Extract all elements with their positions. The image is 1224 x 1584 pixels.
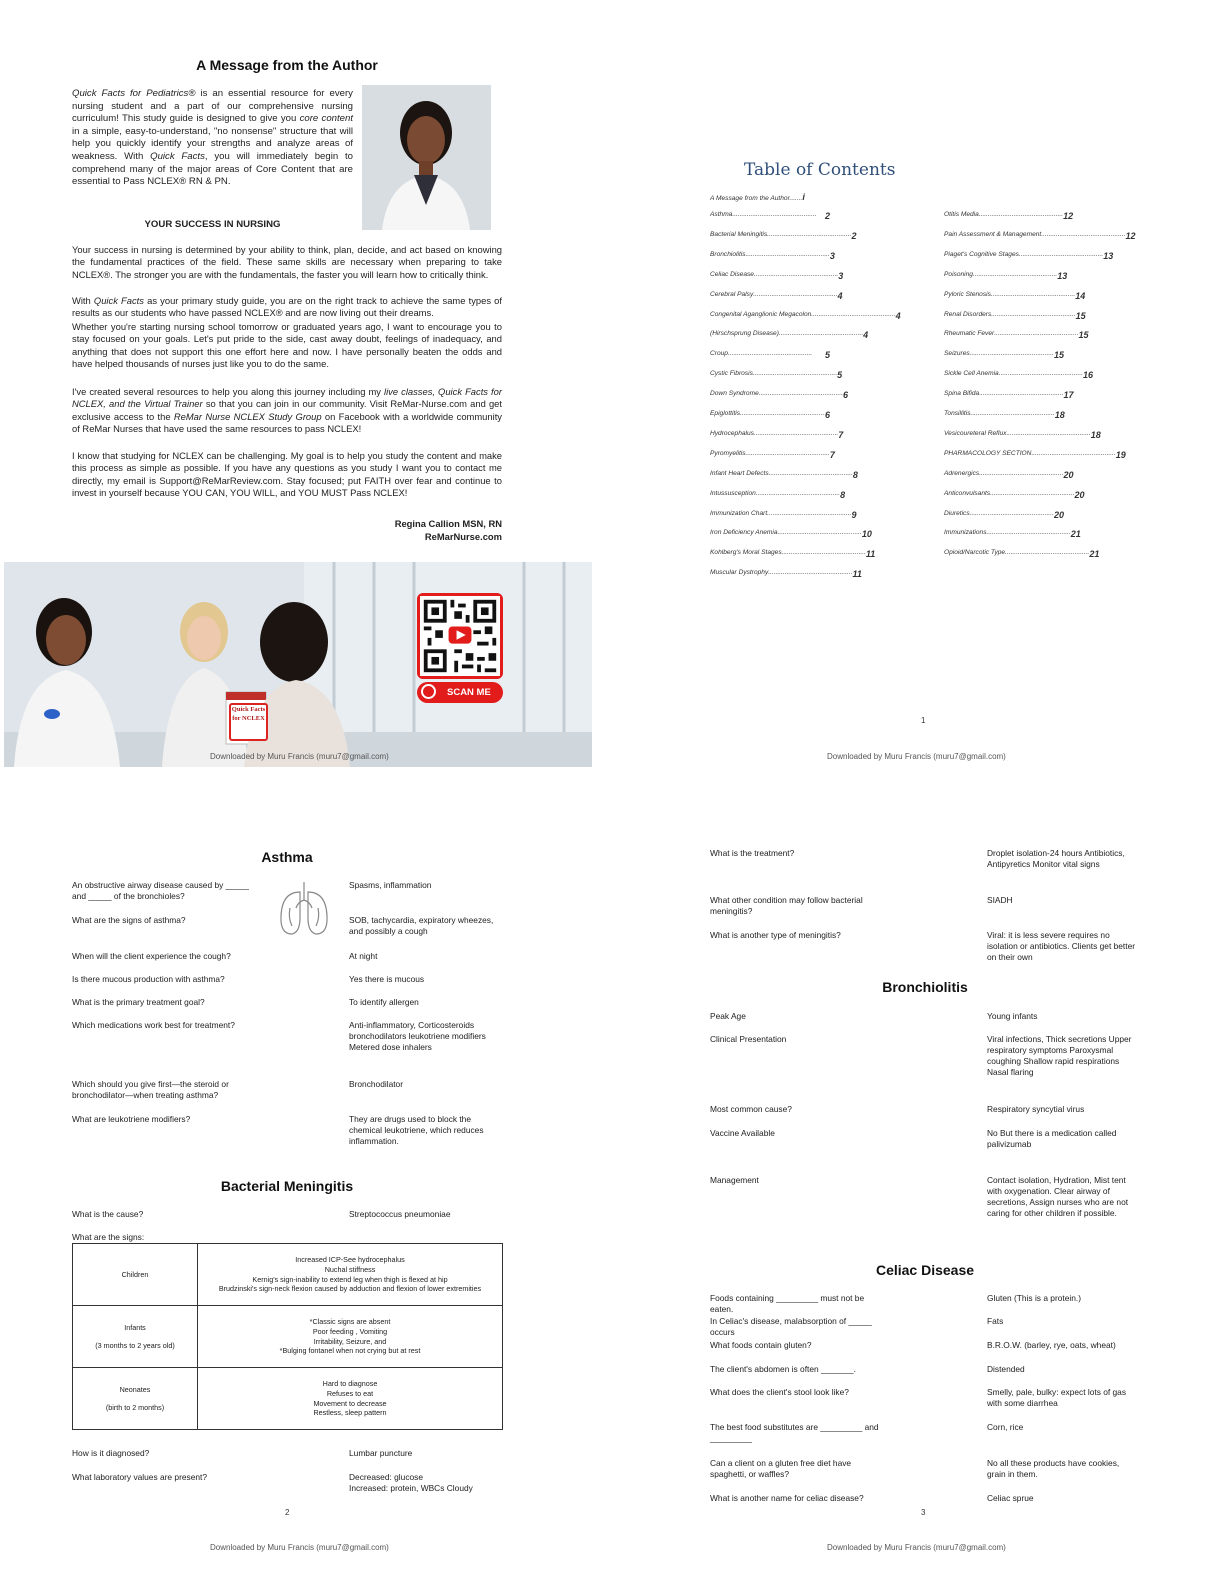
signs-group xyxy=(73,1244,198,1306)
qa-question: What foods contain gluten? xyxy=(710,1340,812,1350)
toc-label: Poisoning xyxy=(944,270,973,278)
toc-page: 9 xyxy=(851,509,857,520)
toc-page: 6 xyxy=(843,390,849,401)
toc-label: Cerebral Palsy xyxy=(710,290,754,298)
toc-page: 20 xyxy=(1074,489,1085,500)
toc-entry[interactable] xyxy=(944,310,1086,321)
toc-page: 10 xyxy=(861,529,872,540)
page-title: A Message from the Author xyxy=(196,57,378,73)
page-number: 1 xyxy=(921,716,926,725)
toc-dots: .............................................. xyxy=(1018,250,1104,258)
toc-dots: .............................................. xyxy=(755,489,841,497)
toc-label: Piaget's Cognitive Stages xyxy=(944,250,1019,258)
toc-entry[interactable] xyxy=(944,370,1094,381)
toc-entry[interactable] xyxy=(944,429,1101,440)
toc-dots: .............................................. xyxy=(745,250,830,258)
para4-italic-2: ReMar Nurse NCLEX Study Group xyxy=(173,410,322,422)
toc-page: 4 xyxy=(863,330,869,341)
signs-group-label: Children xyxy=(121,1269,149,1279)
toc-page: 21 xyxy=(1089,549,1100,560)
toc-label: Otitis Media xyxy=(944,211,979,218)
toc-dots: .............................................. xyxy=(978,211,1064,218)
toc-entry[interactable] xyxy=(710,569,862,580)
toc-label: Sickle Cell Anemia xyxy=(944,370,999,378)
toc-dots: .............................................. xyxy=(969,350,1054,358)
toc-page: 2 xyxy=(851,230,857,241)
qa-question: Which medications work best for treatment? xyxy=(72,1020,235,1030)
signs-cell xyxy=(198,1306,503,1368)
signs-line: Movement to decrease xyxy=(313,1398,387,1408)
para4-text-c: on Facebook with a worldwide community of ReMar Nurses that have used the same resources to pass NCLEX! xyxy=(72,410,502,435)
toc-label: Immunization Chart xyxy=(710,509,768,517)
signature-site: ReMarNurse.com xyxy=(424,531,502,542)
qa-answer: Bronchodilator xyxy=(349,1079,404,1089)
toc-page: 6 xyxy=(824,410,830,420)
toc-entry[interactable] xyxy=(944,270,1068,281)
toc-dots: .............................................. xyxy=(778,330,864,338)
signs-line: Brudzinski's sign-neck flexion caused by adduction and flexion of lower extremities xyxy=(218,1284,482,1294)
qa-answer: No But there is a medication called palivizumab xyxy=(987,1128,1117,1149)
banner-photo xyxy=(4,562,592,767)
qa-question: What other condition may follow bacterial meningitis? xyxy=(710,895,863,916)
toc-entry[interactable] xyxy=(710,529,872,540)
toc-entry[interactable] xyxy=(944,510,1064,520)
toc-page: 13 xyxy=(1103,250,1114,261)
qa-answer: Smelly, pale, bulky: expect lots of gas with some diarrhea xyxy=(987,1387,1127,1408)
table-row xyxy=(73,1306,503,1368)
qa-question: What are the signs of asthma? xyxy=(72,915,186,925)
toc-page: 7 xyxy=(838,429,844,440)
qa-answer: SIADH xyxy=(987,895,1013,905)
signs-line: Increased ICP-See hydrocephalus xyxy=(295,1255,405,1265)
signs-cell xyxy=(198,1368,503,1430)
section-heading: YOUR SUCCESS IN NURSING xyxy=(144,219,281,230)
toc-label: Anticonvulsants xyxy=(944,489,991,497)
qa-question: In Celiac's disease, malabsorption of _____ occurs xyxy=(710,1316,872,1337)
bronchiolitis-title: Bronchiolitis xyxy=(882,979,968,995)
paragraph-3: Whether you're starting nursing school tomorrow or graduated years ago, I want to encourage you to stay focused on your goals. Let's put pride to the side, cast away doubt, feelings of inadequacy, and anything that does not support this one effort here and now. I have personally beaten the odds and have helped thousands of nurses just like you to do the same. xyxy=(72,321,502,370)
toc-dots: .............................................. xyxy=(767,509,852,517)
qa-question: Management xyxy=(710,1175,759,1185)
toc-dots: .............................................. xyxy=(727,350,813,358)
toc-page: 18 xyxy=(1054,410,1065,420)
toc-entry[interactable] xyxy=(710,192,805,202)
toc-dots: .............................................. xyxy=(811,310,896,318)
toc-label: Pain Assessment & Management xyxy=(944,230,1042,238)
toc-dots: .............................................. xyxy=(753,270,839,278)
qa-question: The best food substitutes are _________ and _________ xyxy=(710,1422,879,1443)
qa-answer: At night xyxy=(349,951,378,961)
intro-text-3: , you will immediately begin to comprehend many of the major areas of Core Content that are essential to Pass NCLEX® RN & PN. xyxy=(72,150,353,188)
qa-question: Which should you give first—the steroid or bronchodilator—when treating asthma? xyxy=(72,1079,229,1100)
toc-dots: .............................................. xyxy=(979,390,1064,398)
qa-answer: No all these products have cookies, grain in them. xyxy=(987,1458,1120,1479)
toc-label: Diuretics xyxy=(944,509,970,517)
toc-entry[interactable] xyxy=(710,350,830,360)
qa-answer: Corn, rice xyxy=(987,1422,1024,1432)
scan-me-label: SCAN ME xyxy=(447,687,491,698)
signs-line: Poor feeding , Vomiting xyxy=(312,1326,388,1336)
intro-core: core content xyxy=(299,113,353,125)
signs-group-label: Infants xyxy=(124,1322,146,1332)
toc-label: Opioid/Narcotic Type xyxy=(944,549,1006,557)
toc-page: 20 xyxy=(1053,509,1064,520)
toc-dots: .............................................. xyxy=(991,310,1076,318)
qa-question: Foods containing _________ must not be eaten. xyxy=(710,1293,865,1314)
bm-title: Bacterial Meningitis xyxy=(220,1178,354,1194)
para2-text: With xyxy=(72,295,94,306)
page-number: 3 xyxy=(921,1508,926,1517)
qa-question: What laboratory values are present? xyxy=(72,1472,208,1482)
toc-entry[interactable] xyxy=(710,310,901,321)
toc-label: Bronchiolitis xyxy=(710,250,746,258)
signs-group-sub: (3 months to 2 years old) xyxy=(95,1340,175,1350)
toc-label: Bacterial Meningitis xyxy=(710,230,768,238)
para2-italic: Quick Facts xyxy=(93,295,144,306)
toc-page: 16 xyxy=(1083,370,1094,381)
toc-page: 18 xyxy=(1090,429,1101,440)
toc-entry[interactable] xyxy=(944,350,1064,360)
paragraph-5: I know that studying for NCLEX can be challenging. My goal is to help you study the content and make this process as simple as possible. If you have any questions as you study I want you to contact me directly, my email is Support@ReMarReview.com. Stay focused; put FAITH over fear and continue to invest in yourself because YOU CAN, YOU WILL, and YOU MUST Pass NCLEX! xyxy=(72,450,502,499)
toc-label: Down Syndrome xyxy=(710,390,759,398)
toc-entry[interactable] xyxy=(710,429,844,440)
qa-question: How is it diagnosed? xyxy=(72,1448,150,1458)
toc-entry[interactable] xyxy=(944,529,1081,540)
toc-dots: .............................................. xyxy=(994,330,1079,338)
toc-label: Intussusception xyxy=(710,489,756,497)
toc-entry[interactable] xyxy=(944,410,1064,420)
toc-dots: .............................................. xyxy=(998,370,1084,378)
toc-page: 12 xyxy=(1125,230,1136,241)
qa-question: What is the primary treatment goal? xyxy=(72,997,205,1007)
toc-dots: .............................................. xyxy=(767,230,852,238)
toc-dots: .............................................. xyxy=(979,469,1064,477)
scan-me-button[interactable] xyxy=(417,682,503,703)
qa-question: What is another type of meningitis? xyxy=(710,930,841,940)
toc-entry[interactable] xyxy=(944,390,1074,401)
toc-page: 5 xyxy=(837,370,843,381)
toc-dots: .............................................. xyxy=(1006,429,1091,437)
toc-page: 20 xyxy=(1063,469,1074,480)
toc-entry[interactable] xyxy=(710,390,849,401)
qa-answer: Respiratory syncytial virus xyxy=(987,1104,1085,1114)
qa-question: What are the signs: xyxy=(72,1232,145,1242)
qa-question: When will the client experience the cough? xyxy=(72,951,231,961)
toc-page: 8 xyxy=(852,469,858,480)
qa-answer: To identify allergen xyxy=(349,997,419,1007)
toc-page: 4 xyxy=(895,310,901,321)
signature-name: Regina Callion MSN, RN xyxy=(394,518,502,529)
table-row xyxy=(73,1244,503,1306)
toc-label: Vesicoureteral Reflux xyxy=(944,429,1007,437)
para4-italic: live classes, Quick Facts for NCLEX, and the Virtual Trainer xyxy=(72,386,502,410)
toc-entry[interactable] xyxy=(710,290,843,301)
intro-text-2: in a simple, easy-to-understand, "no nonsense" structure that will help you quickly identify your strengths and analyze areas of weakness. With xyxy=(72,125,353,162)
signs-group-sub: (birth to 2 months) xyxy=(105,1402,165,1412)
toc-entry[interactable] xyxy=(710,330,869,341)
signs-line: Restless, sleep pattern xyxy=(313,1408,387,1418)
signs-group xyxy=(73,1368,198,1430)
toc-label: Iron Deficiency Anemia xyxy=(710,529,778,537)
toc-page: 7 xyxy=(829,449,835,460)
qa-question: Vaccine Available xyxy=(710,1128,775,1138)
toc-page: 3 xyxy=(829,250,835,261)
toc-entry[interactable] xyxy=(944,290,1086,301)
author-portrait xyxy=(362,85,491,230)
toc-label: Seizures xyxy=(944,350,970,358)
toc-page: 11 xyxy=(852,569,862,580)
para4-text: I've created several resources to help you along this journey including my xyxy=(72,386,385,397)
page-number: 2 xyxy=(285,1508,290,1517)
toc-dots: .............................................. xyxy=(753,290,838,298)
qa-answer: Streptococcus pneumoniae xyxy=(349,1209,451,1219)
toc-page: 15 xyxy=(1078,330,1089,341)
toc-label: Pyromyelitis xyxy=(710,449,746,457)
toc-page: 12 xyxy=(1063,211,1074,221)
toc-page: 4 xyxy=(837,290,843,301)
lab-answer-line: Decreased: glucose xyxy=(349,1472,424,1482)
toc-dots: .............................................. xyxy=(777,529,862,537)
toc-entry[interactable] xyxy=(710,489,846,500)
qa-question: An obstructive airway disease caused by _____ and _____ of the bronchioles? xyxy=(72,880,249,901)
qa-question: Can a client on a gluten free diet have spaghetti, or waffles? xyxy=(710,1458,852,1479)
toc-label: Pyloric Stenosis xyxy=(944,290,991,298)
signs-line: Hard to diagnose xyxy=(322,1379,378,1389)
toc-page: 21 xyxy=(1070,529,1081,540)
signs-table xyxy=(72,1243,503,1430)
toc-entry[interactable] xyxy=(944,230,1136,241)
signs-group xyxy=(73,1306,198,1368)
intro-qf: Quick Facts xyxy=(150,150,205,162)
toc-page: 2 xyxy=(824,211,830,221)
qa-answer: Viral infections, Thick secretions Upper respiratory symptoms Paroxysmal coughing Shallow rapid respirations Nasal flaring xyxy=(987,1034,1132,1077)
toc-label: (Hirschsprung Disease) xyxy=(710,330,779,338)
book-cover xyxy=(229,703,268,741)
toc-title: Table of Contents xyxy=(744,160,896,180)
toc-entry[interactable] xyxy=(710,509,857,520)
toc-dots: .............................................. xyxy=(781,549,866,557)
signs-line: *Bulging fontanel when not crying but at rest xyxy=(279,1346,421,1356)
toc-dots: .............................................. xyxy=(768,469,853,477)
toc-entry[interactable] xyxy=(710,211,830,221)
toc-page: 14 xyxy=(1075,290,1086,301)
toc-entry[interactable] xyxy=(944,469,1074,480)
toc-page: 5 xyxy=(824,350,830,361)
toc-dots: .............................................. xyxy=(990,489,1075,497)
signs-cell xyxy=(198,1244,503,1306)
toc-dots: .............................................. xyxy=(740,410,825,417)
toc-dots: .............................................. xyxy=(1041,230,1126,238)
celiac-title: Celiac Disease xyxy=(875,1262,975,1278)
signs-line: Kernig's sign-inability to extend leg when thigh is flexed at hip xyxy=(252,1274,448,1284)
toc-entry[interactable] xyxy=(710,370,843,381)
toc-label: PHARMACOLOGY SECTION xyxy=(944,449,1032,457)
toc-entry[interactable] xyxy=(710,549,876,560)
footer: Downloaded by Muru Francis (muru7@gmail.com) xyxy=(827,752,1006,761)
toc-label: Muscular Dystrophy xyxy=(710,569,769,577)
toc-page: i xyxy=(802,192,805,202)
toc-entry[interactable] xyxy=(710,449,835,460)
qa-answer: Fats xyxy=(987,1316,1004,1326)
phone-icon xyxy=(421,684,436,699)
toc-dots: .............................................. xyxy=(970,410,1055,417)
toc-label: Spina Bifida xyxy=(944,390,980,398)
toc-label: Kohlberg's Moral Stages xyxy=(710,549,782,557)
qa-answer: Yes there is mucous xyxy=(349,974,425,984)
intro-text: is an essential resource for every nursing student and a part of our comprehensive nursing curriculum! This study guide is designed to give you xyxy=(72,88,353,125)
toc-page: 15 xyxy=(1053,350,1064,361)
toc-page: 13 xyxy=(1057,270,1068,281)
toc-label: A Message from the Author xyxy=(710,195,790,202)
qa-answer: They are drugs used to block the chemical leukotriene, which reduces inflammation. xyxy=(349,1114,484,1146)
paragraph-4 xyxy=(72,386,502,436)
qr-code-icon[interactable] xyxy=(417,593,503,679)
qa-question: What is another name for celiac disease? xyxy=(710,1493,864,1503)
toc-dots: .............................................. xyxy=(1005,549,1090,557)
toc-label: Croup xyxy=(710,350,728,358)
toc-page: 19 xyxy=(1115,449,1126,460)
toc-dots: .............................................. xyxy=(969,509,1054,517)
footer: Downloaded by Muru Francis (muru7@gmail.com) xyxy=(210,1543,389,1552)
qa-question: Peak Age xyxy=(710,1011,746,1021)
signs-line: *Classic signs are absent xyxy=(309,1317,391,1327)
toc-dots: .............................................. xyxy=(768,569,853,577)
toc-entry[interactable] xyxy=(944,489,1085,500)
toc-dots: .............................................. xyxy=(1031,449,1116,457)
toc-label: Infant Heart Defects xyxy=(710,469,769,477)
toc-page: 15 xyxy=(1075,310,1086,321)
qa-answer: Contact isolation, Hydration, Mist tent with oxygenation. Clear airway of secretions, Assign nurses who are not caring for other children if possible. xyxy=(987,1175,1129,1218)
qa-question: Clinical Presentation xyxy=(710,1034,787,1044)
toc-label: Cystic Fibrosis xyxy=(710,370,753,378)
toc-dots: .............................................. xyxy=(752,370,838,378)
toc-dots: .............................................. xyxy=(745,449,830,457)
toc-entry[interactable] xyxy=(710,469,858,480)
paragraph-1: Your success in nursing is determined by your ability to think, plan, decide, and act based on knowing the fundamental practices of the field. These same skills are necessary when preparing to take NCLEX®. The stronger you are with the fundamentals, the faster you will learn how to critically think. xyxy=(72,244,502,280)
qa-question: What is the treatment? xyxy=(710,848,795,858)
toc-label: Immunizations xyxy=(944,529,987,537)
qa-question: Most common cause? xyxy=(710,1104,792,1114)
signs-group-label: Neonates xyxy=(119,1384,151,1394)
intro-paragraph xyxy=(72,88,353,189)
toc-label: Renal Disorders xyxy=(944,310,992,318)
toc-entry[interactable] xyxy=(710,270,844,281)
qa-answer: Celiac sprue xyxy=(987,1493,1034,1503)
toc-entry[interactable] xyxy=(710,230,857,241)
paragraph-2 xyxy=(72,295,502,320)
qa-answer: SOB, tachycardia, expiratory wheezes, and possibly a cough xyxy=(349,915,494,936)
para2-text-b: as your primary study guide, you are on the right track to achieve the same types of results as our students who have passed NCLEX® and are now living out their dreams. xyxy=(72,295,502,319)
toc-label: Rheumatic Fever xyxy=(944,330,995,338)
table-row xyxy=(73,1368,503,1430)
signs-line: Irritability, Seizure, and xyxy=(313,1336,387,1346)
qa-answer: Spasms, inflammation xyxy=(349,880,432,890)
toc-label: Tonsillitis xyxy=(944,410,971,417)
toc-dots: .............................................. xyxy=(972,270,1058,278)
qa-answer: Viral: it is less severe requires no isolation or antibiotics. Clients get better on their own xyxy=(987,930,1136,962)
toc-page: 17 xyxy=(1063,390,1074,401)
qa-answer: Anti-inflammatory, Corticosteroids bronchodilators leukotriene modifiers Metered dose inhalers xyxy=(349,1020,486,1052)
toc-label: Epiglottitis xyxy=(710,410,741,417)
signs-line: Nuchal stiffness xyxy=(324,1264,376,1274)
signs-line: Refuses to eat xyxy=(326,1388,374,1398)
toc-dots: .............................................. xyxy=(732,211,817,218)
toc-dots: .............................................. xyxy=(753,429,839,437)
qa-question: What does the client's stool look like? xyxy=(710,1387,849,1397)
qa-answer: Young infants xyxy=(987,1011,1038,1021)
lungs-icon xyxy=(276,878,332,938)
book-label: Quick Facts for NCLEX xyxy=(231,706,266,722)
toc-page: 11 xyxy=(865,549,876,560)
qa-answer: Lumbar puncture xyxy=(349,1448,413,1458)
toc-label: Asthma xyxy=(710,211,733,218)
qa-answer: B.R.O.W. (barley, rye, oats, wheat) xyxy=(987,1340,1116,1350)
toc-label: Celiac Disease xyxy=(710,270,754,278)
qa-question: The client's abdomen is often _______. xyxy=(710,1364,856,1374)
toc-entry[interactable] xyxy=(710,410,830,420)
toc-dots: .............................................. xyxy=(758,390,844,398)
footer: Downloaded by Muru Francis (muru7@gmail.com) xyxy=(827,1543,1006,1552)
qa-answer: Droplet isolation-24 hours Antibiotics, Antipyretics Monitor vital signs xyxy=(987,848,1125,869)
toc-label: Congenital Aganglionic Megacolon xyxy=(710,310,812,318)
qa-answer xyxy=(349,1472,473,1494)
signature xyxy=(300,517,502,543)
toc-page: 8 xyxy=(840,489,846,500)
toc-label: Adrenergics xyxy=(944,469,980,477)
footer: Downloaded by Muru Francis (muru7@gmail.com) xyxy=(210,752,389,761)
toc-label: Hydrocephalus xyxy=(710,429,754,437)
toc-entry[interactable] xyxy=(944,549,1100,560)
qa-question: What are leukotriene modifiers? xyxy=(72,1114,191,1124)
toc-entry[interactable] xyxy=(710,250,835,261)
toc-entry[interactable] xyxy=(944,330,1089,341)
toc-entry[interactable] xyxy=(944,449,1126,460)
toc-dots: .............................................. xyxy=(990,290,1076,298)
intro-italic: Quick Facts for Pediatrics® xyxy=(72,88,196,99)
qa-answer: Distended xyxy=(987,1364,1025,1374)
qa-question: Is there mucous production with asthma? xyxy=(72,974,225,984)
qa-question: What is the cause? xyxy=(72,1209,144,1219)
toc-dots: .............................................. xyxy=(986,529,1071,537)
qa-answer: Gluten (This is a protein.) xyxy=(987,1293,1082,1303)
toc-entry[interactable] xyxy=(944,250,1114,261)
lab-answer-line: Increased: protein, WBCs Cloudy xyxy=(349,1483,473,1493)
toc-entry[interactable] xyxy=(944,211,1074,221)
para4-text-b: so that you can join in our community. Visit ReMar-Nurse.com and get exclusive access to the xyxy=(72,398,502,422)
toc-dots: ....... xyxy=(789,195,803,202)
asthma-title: Asthma xyxy=(261,849,313,865)
toc-page: 3 xyxy=(838,270,844,281)
